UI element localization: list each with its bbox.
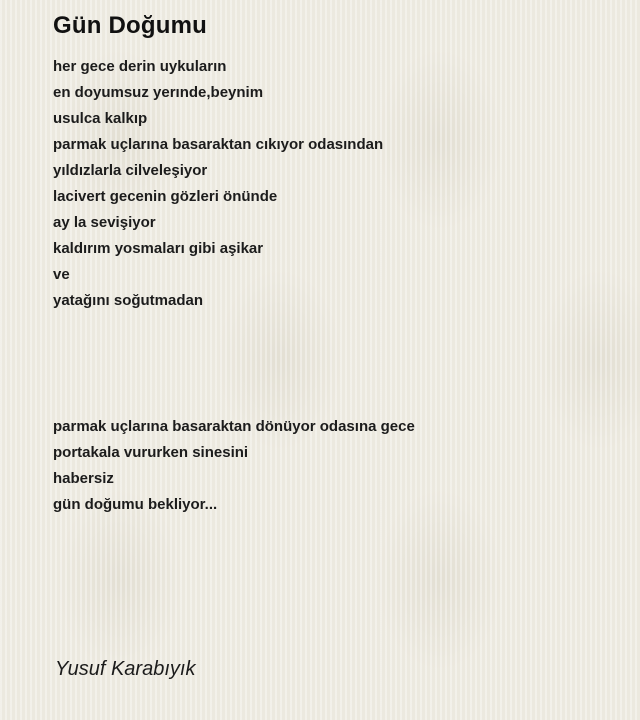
stanza [53, 54, 383, 314]
poem-line: yıldızlarla cilveleşiyor [53, 162, 208, 179]
poem-line: portakala vururken sinesini [53, 444, 249, 461]
poem-line: en doyumsuz yerınde,beynim [53, 84, 264, 101]
poem-line: gün doğumu bekliyor... [53, 496, 218, 513]
poem-line: usulca kalkıp [53, 110, 148, 127]
poem-line: lacivert gecenin gözleri önünde [53, 188, 278, 205]
poem-title: Gün Doğumu [53, 12, 207, 39]
poem-line: parmak uçlarına basaraktan cıkıyor odasından [53, 136, 384, 153]
poem-line: habersiz [53, 470, 114, 487]
poem-line: kaldırım yosmaları gibi aşikar [53, 240, 264, 257]
stanza [53, 414, 415, 518]
poem-line: ay la sevişiyor [53, 214, 156, 231]
poem-line: yatağını soğutmadan [53, 292, 204, 309]
poem-author: Yusuf Karabıyık [55, 658, 196, 680]
poem-line: ve [53, 266, 70, 283]
poem-line: her gece derin uykuların [53, 58, 227, 75]
poem-line: parmak uçlarına basaraktan dönüyor odasına gece [53, 418, 415, 435]
